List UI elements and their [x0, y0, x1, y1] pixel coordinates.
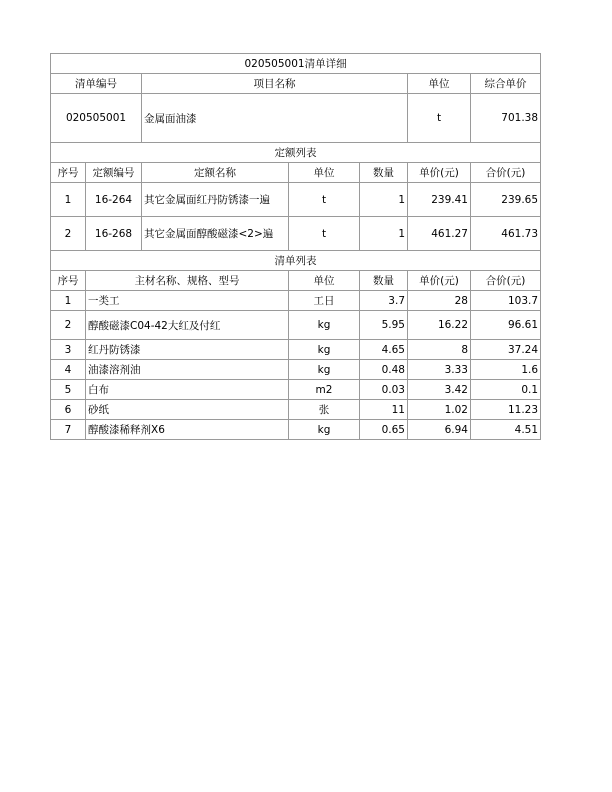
material-unit: 张 [289, 400, 360, 420]
quota-header-no: 序号 [51, 163, 86, 183]
quota-header-row [51, 163, 541, 183]
quota-unit: t [289, 217, 360, 251]
quota-header-price: 单价(元) [408, 163, 471, 183]
material-qty: 3.7 [360, 291, 408, 311]
material-header-price: 单价(元) [408, 271, 471, 291]
quota-no: 2 [51, 217, 86, 251]
material-name: 油漆溶剂油 [86, 360, 289, 380]
quota-name: 其它金属面红丹防锈漆一遍 [142, 183, 289, 217]
material-name: 白布 [86, 380, 289, 400]
material-total: 96.61 [471, 311, 541, 340]
quota-price: 461.27 [408, 217, 471, 251]
material-name: 醇酸磁漆C04-42大红及付红 [86, 311, 289, 340]
quota-total: 461.73 [471, 217, 541, 251]
quota-section-title: 定额列表 [51, 143, 541, 163]
material-no: 4 [51, 360, 86, 380]
quota-qty: 1 [360, 183, 408, 217]
material-price: 3.42 [408, 380, 471, 400]
material-unit: kg [289, 340, 360, 360]
bill-name: 金属面油漆 [142, 94, 408, 143]
material-name: 砂纸 [86, 400, 289, 420]
quota-code: 16-268 [86, 217, 142, 251]
material-name: 醇酸漆稀释剂X6 [86, 420, 289, 440]
quota-row [51, 217, 541, 251]
material-header-unit: 单位 [289, 271, 360, 291]
quota-header-total: 合价(元) [471, 163, 541, 183]
material-row [51, 360, 541, 380]
material-header-total: 合价(元) [471, 271, 541, 291]
material-unit: 工日 [289, 291, 360, 311]
material-section-row [51, 251, 541, 271]
material-row [51, 291, 541, 311]
material-price: 28 [408, 291, 471, 311]
material-no: 5 [51, 380, 86, 400]
quota-total: 239.65 [471, 183, 541, 217]
quota-name: 其它金属面醇酸磁漆<2>遍 [142, 217, 289, 251]
sheet-title: 020505001清单详细 [51, 54, 541, 74]
quota-header-qty: 数量 [360, 163, 408, 183]
material-header-row [51, 271, 541, 291]
material-unit: kg [289, 420, 360, 440]
material-header-name: 主材名称、规格、型号 [86, 271, 289, 291]
material-no: 6 [51, 400, 86, 420]
quota-section-row [51, 143, 541, 163]
material-qty: 5.95 [360, 311, 408, 340]
quota-unit: t [289, 183, 360, 217]
quota-header-code: 定额编号 [86, 163, 142, 183]
quota-price: 239.41 [408, 183, 471, 217]
quota-no: 1 [51, 183, 86, 217]
sheet-title-row [51, 54, 541, 74]
material-price: 1.02 [408, 400, 471, 420]
quota-qty: 1 [360, 217, 408, 251]
bill-price: 701.38 [471, 94, 541, 143]
material-name: 红丹防锈漆 [86, 340, 289, 360]
material-row [51, 311, 541, 340]
quota-header-name: 定额名称 [142, 163, 289, 183]
material-qty: 0.65 [360, 420, 408, 440]
material-total: 11.23 [471, 400, 541, 420]
material-row [51, 420, 541, 440]
bill-detail-table [50, 53, 541, 440]
material-no: 2 [51, 311, 86, 340]
material-no: 7 [51, 420, 86, 440]
bill-row [51, 94, 541, 143]
quota-code: 16-264 [86, 183, 142, 217]
quota-header-unit: 单位 [289, 163, 360, 183]
material-section-title: 清单列表 [51, 251, 541, 271]
material-no: 3 [51, 340, 86, 360]
material-qty: 4.65 [360, 340, 408, 360]
material-unit: kg [289, 360, 360, 380]
material-row [51, 340, 541, 360]
material-qty: 0.03 [360, 380, 408, 400]
bill-unit-header: 单位 [408, 74, 471, 94]
material-price: 8 [408, 340, 471, 360]
material-qty: 11 [360, 400, 408, 420]
quota-row [51, 183, 541, 217]
material-price: 16.22 [408, 311, 471, 340]
material-total: 103.7 [471, 291, 541, 311]
material-unit: m2 [289, 380, 360, 400]
bill-unit: t [408, 94, 471, 143]
material-header-no: 序号 [51, 271, 86, 291]
bill-header-row [51, 74, 541, 94]
material-qty: 0.48 [360, 360, 408, 380]
material-name: 一类工 [86, 291, 289, 311]
bill-code: 020505001 [51, 94, 142, 143]
material-total: 37.24 [471, 340, 541, 360]
material-total: 4.51 [471, 420, 541, 440]
material-row [51, 380, 541, 400]
material-total: 0.1 [471, 380, 541, 400]
material-row [51, 400, 541, 420]
material-price: 3.33 [408, 360, 471, 380]
material-price: 6.94 [408, 420, 471, 440]
material-no: 1 [51, 291, 86, 311]
material-header-qty: 数量 [360, 271, 408, 291]
bill-code-header: 清单编号 [51, 74, 142, 94]
material-unit: kg [289, 311, 360, 340]
material-total: 1.6 [471, 360, 541, 380]
bill-price-header: 综合单价 [471, 74, 541, 94]
bill-name-header: 项目名称 [142, 74, 408, 94]
